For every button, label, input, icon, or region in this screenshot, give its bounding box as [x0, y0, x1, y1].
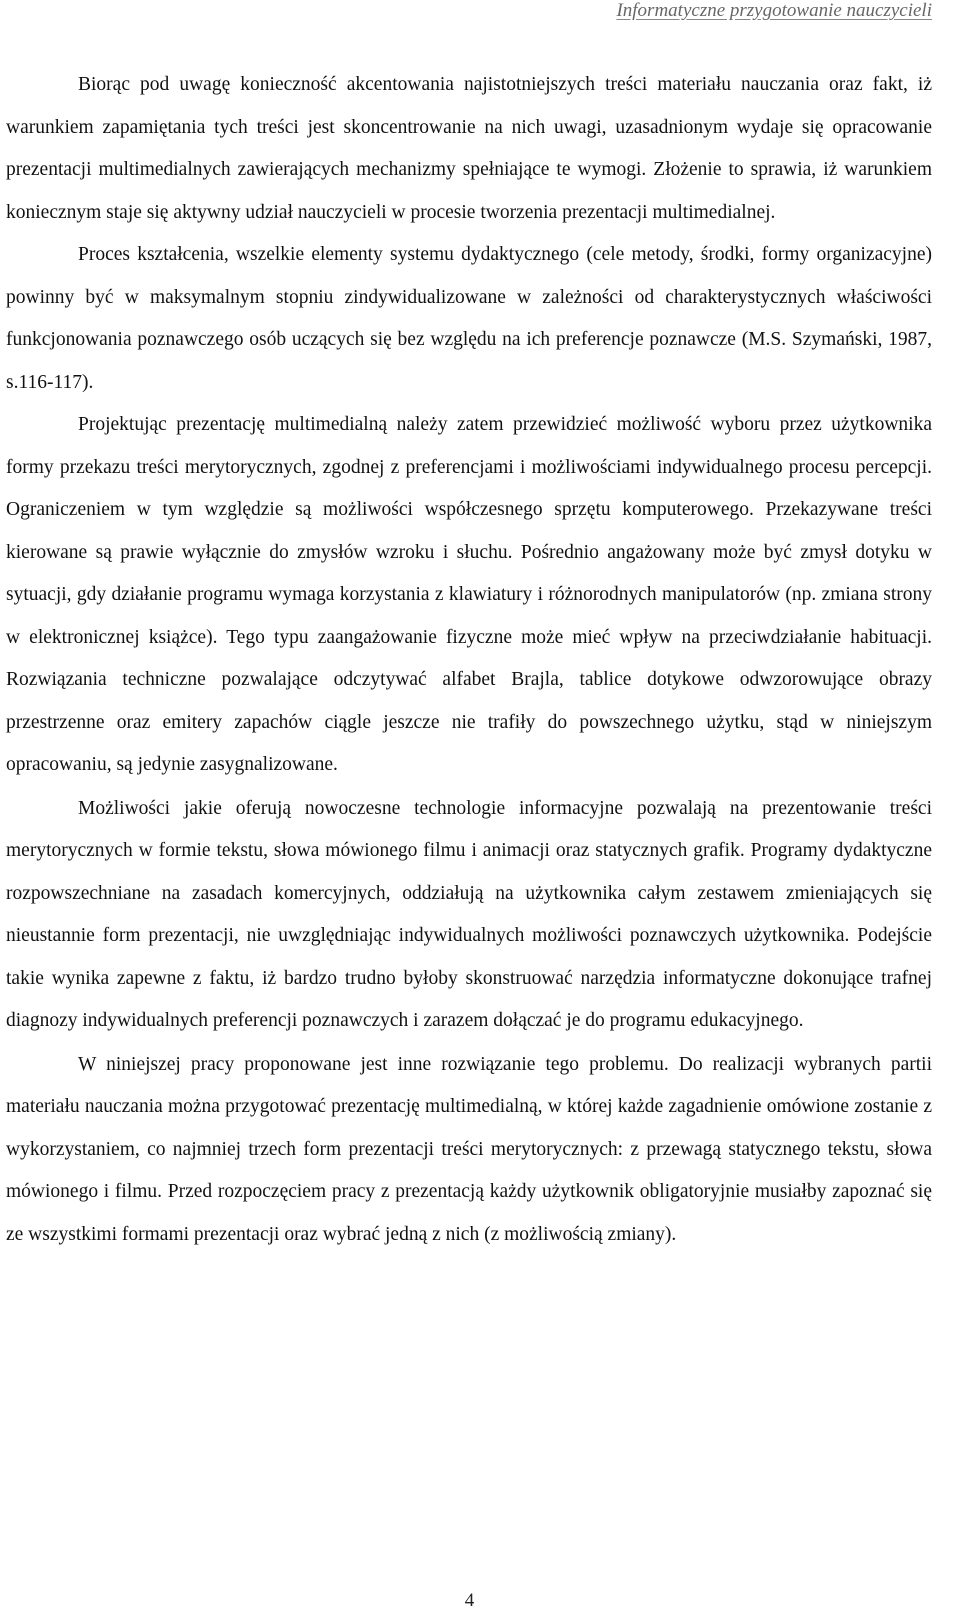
paragraph-2: Proces kształcenia, wszelkie elementy systemu dydaktycznego (cele metody, środki, formy organizacyjne) powinny być w maksymalnym stopniu zindywidualizowane w zależności od charakterystycznych właściwości funkcjonowania poznawczego osób uczących się bez względu na ich preferencje poznawcze (M.S. Szymański, 1987, s.116-117).: [6, 244, 932, 393]
page-number: 4: [464, 1590, 475, 1611]
document-body: [6, 64, 932, 1256]
paragraph-5: W niniejszej pracy proponowane jest inne rozwiązanie tego problemu. Do realizacji wybranych partii materiału nauczania można przygotować prezentację multimedialną, w której każde zagadnienie omówione zostanie z wykorzystaniem, co najmniej trzech form prezentacji treści merytorycznych: z przewagą statycznego tekstu, słowa mówionego i filmu. Przed rozpoczęciem pracy z prezentacją każdy użytkownik obligatoryjnie musiałby zapoznać się ze wszystkimi formami prezentacji oraz wybrać jedną z nich (z możliwością zmiany).: [6, 1053, 932, 1245]
paragraph-3: Projektując prezentację multimedialną należy zatem przewidzieć możliwość wyboru przez użytkownika formy przekazu treści merytorycznych, zgodnej z preferencjami i możliwościami indywidualnego procesu percepcji. Ograniczeniem w tym względzie są możliwości współczesnego sprzętu komputerowego. Przekazywane treści kierowane są prawie wyłącznie do zmysłów wzroku i słuchu. Pośrednio angażowany może być zmysł dotyku w sytuacji, gdy działanie programu wymaga korzystania z klawiatury i różnorodnych manipulatorów (np. zmiana strony w elektronicznej książce). Tego typu zaangażowanie fizyczne może mieć wpływ na przeciwdziałanie habituacji. Rozwiązania techniczne pozwalające odczytywać alfabet Brajla, tablice dotykowe odwzorowujące obrazy przestrzenne oraz emitery zapachów ciągle jeszcze nie trafiły do powszechnego użytku, stąd w niniejszym opracowaniu, są jedynie zasygnalizowane.: [6, 414, 932, 775]
paragraph-1: Biorąc pod uwagę konieczność akcentowania najistotniejszych treści materiału nauczania oraz fakt, iż warunkiem zapamiętania tych treści jest skoncentrowanie na nich uwagi, uzasadnionym wydaje się opracowanie prezentacji multimedialnych zawierających mechanizmy spełniające te wymogi. Złożenie to sprawia, iż warunkiem koniecznym staje się aktywny udział nauczycieli w procesie tworzenia prezentacji multimedialnej.: [6, 74, 932, 223]
running-header: Informatyczne przygotowanie nauczycieli: [616, 0, 932, 21]
paragraph-4: Możliwości jakie oferują nowoczesne technologie informacyjne pozwalają na prezentowanie treści merytorycznych w formie tekstu, słowa mówionego filmu i animacji oraz statycznych grafik. Programy dydaktyczne rozpowszechniane na zasadach komercyjnych, oddziałują na użytkownika całym zestawem zmieniających się nieustannie form prezentacji, nie uwzględniając indywidualnych możliwości poznawczych użytkownika. Podejście takie wynika zapewne z faktu, iż bardzo trudno byłoby skonstruować narzędzia informatyczne dokonujące trafnej diagnozy indywidualnych preferencji poznawczych i zarazem dołączać je do programu edukacyjnego.: [6, 797, 932, 1031]
